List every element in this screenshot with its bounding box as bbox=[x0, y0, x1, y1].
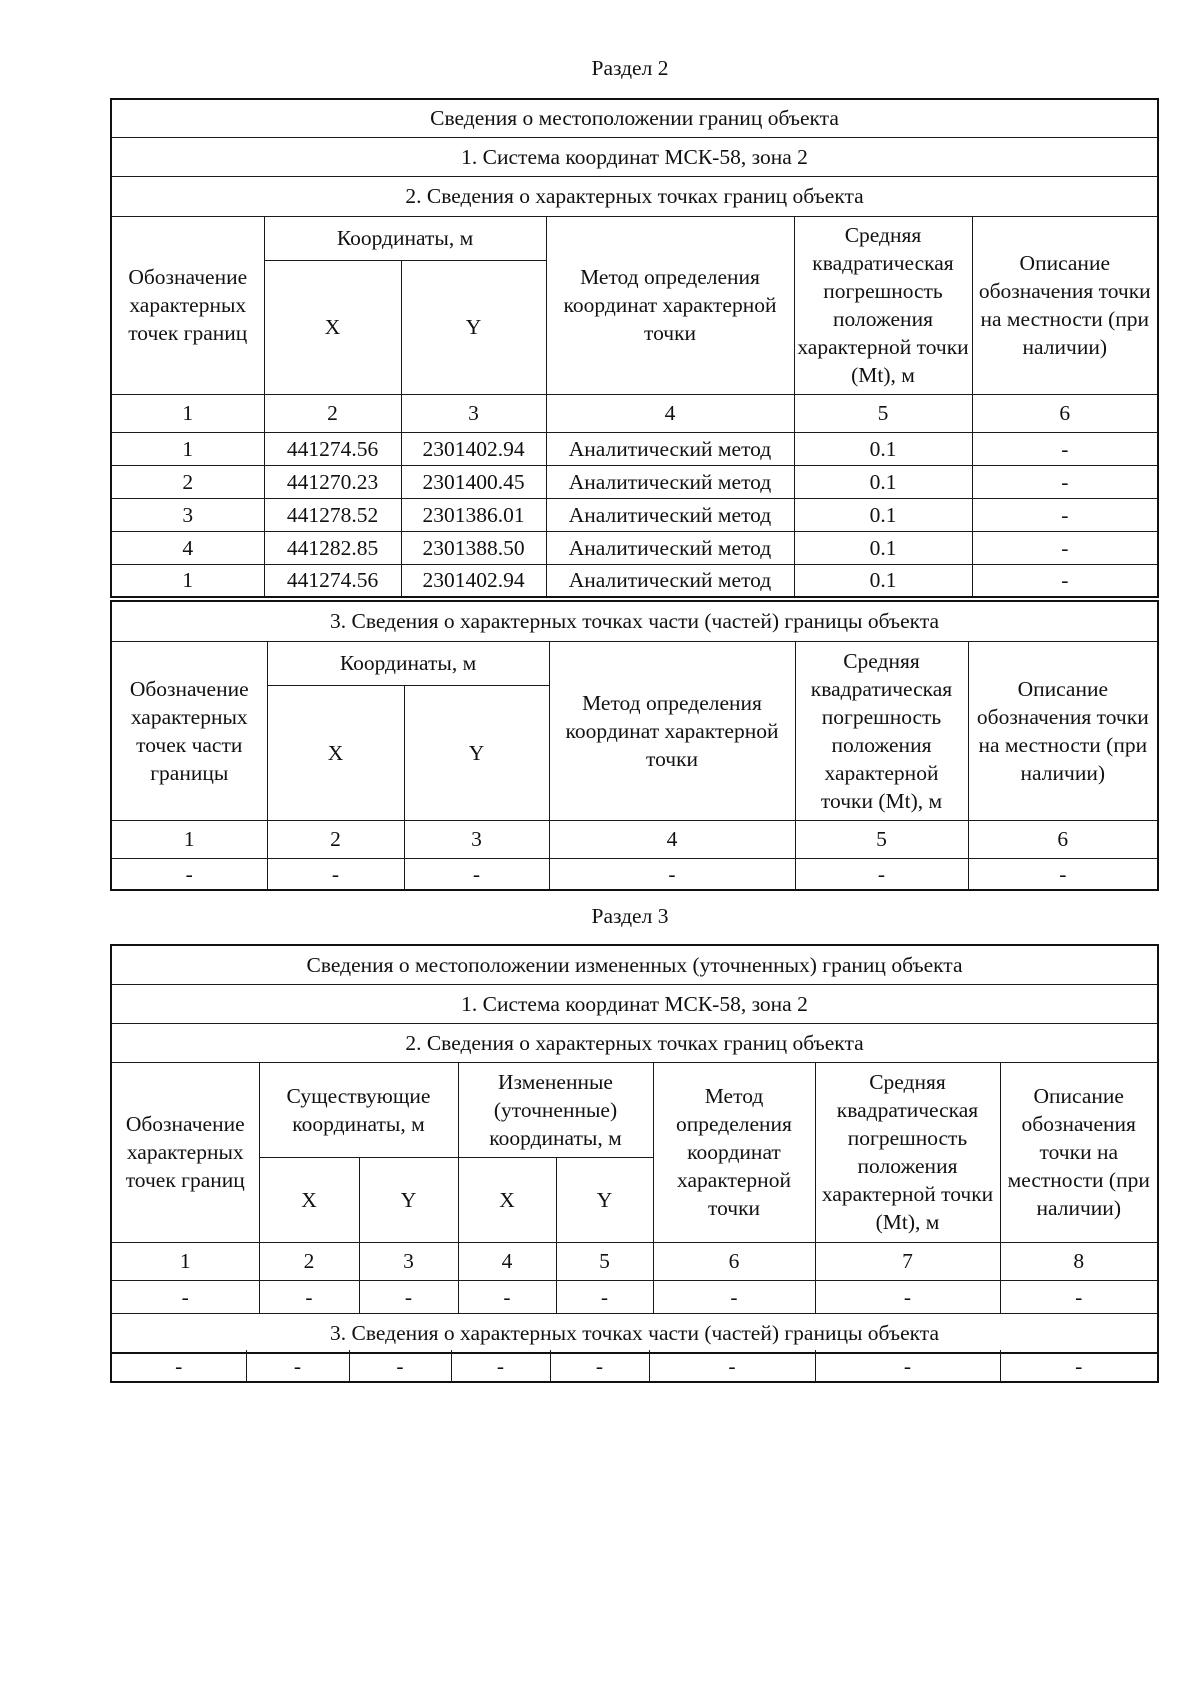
col-number: 2 bbox=[259, 1242, 359, 1280]
col-number: 3 bbox=[359, 1242, 458, 1280]
cell: - bbox=[259, 1280, 359, 1313]
section2-title: Раздел 2 bbox=[591, 56, 669, 80]
section2-part-title: 3. Сведения о характерных точках части (частей) границы объекта bbox=[111, 601, 1158, 641]
col-number: 6 bbox=[653, 1242, 815, 1280]
cell: - bbox=[550, 1350, 649, 1382]
part-col-method: Метод определения координат характерной точки bbox=[549, 641, 795, 820]
cell: - bbox=[359, 1280, 458, 1313]
section2-table bbox=[110, 98, 1159, 598]
table-row bbox=[111, 432, 1158, 465]
coord-x: 441278.52 bbox=[264, 498, 401, 531]
section2-coord-system: 1. Система координат МСК-58, зона 2 bbox=[111, 137, 1158, 176]
cell: - bbox=[968, 858, 1158, 890]
col-number: 1 bbox=[111, 1242, 259, 1280]
col-coords: Координаты, м bbox=[264, 216, 546, 260]
col-number: 3 bbox=[401, 394, 546, 432]
col-method: Метод определения координат характерной точки bbox=[653, 1062, 815, 1242]
table-row bbox=[111, 1350, 1158, 1382]
method: Аналитический метод bbox=[546, 432, 794, 465]
description: - bbox=[972, 498, 1158, 531]
part-col-x: X bbox=[267, 685, 404, 820]
cell: - bbox=[1000, 1280, 1158, 1313]
table-row bbox=[111, 858, 1158, 890]
col-y: Y bbox=[359, 1157, 458, 1242]
point-id: 1 bbox=[111, 432, 264, 465]
error: 0.1 bbox=[794, 498, 972, 531]
col-number: 3 bbox=[404, 820, 549, 858]
method: Аналитический метод bbox=[546, 564, 794, 597]
method: Аналитический метод bbox=[546, 531, 794, 564]
coord-x: 441270.23 bbox=[264, 465, 401, 498]
section3-title: Раздел 3 bbox=[591, 904, 669, 928]
col-number: 6 bbox=[972, 394, 1158, 432]
cell: - bbox=[404, 858, 549, 890]
cell: - bbox=[111, 1350, 246, 1382]
cell: - bbox=[451, 1350, 550, 1382]
col-number: 2 bbox=[267, 820, 404, 858]
cell: - bbox=[458, 1280, 556, 1313]
col-designation: Обозначение характерных точек границ bbox=[111, 1062, 259, 1242]
error: 0.1 bbox=[794, 531, 972, 564]
point-id: 1 bbox=[111, 564, 264, 597]
point-id: 3 bbox=[111, 498, 264, 531]
method: Аналитический метод bbox=[546, 498, 794, 531]
section3-table bbox=[110, 944, 1159, 1354]
col-number: 5 bbox=[556, 1242, 653, 1280]
description: - bbox=[972, 531, 1158, 564]
coord-x: 441274.56 bbox=[264, 432, 401, 465]
section2-part-table bbox=[110, 600, 1159, 891]
cell: - bbox=[1000, 1350, 1158, 1382]
cell: - bbox=[111, 858, 267, 890]
col-number: 1 bbox=[111, 820, 267, 858]
section2-header: Сведения о местоположении границ объекта bbox=[111, 99, 1158, 137]
description: - bbox=[972, 465, 1158, 498]
col-number: 5 bbox=[795, 820, 968, 858]
error: 0.1 bbox=[794, 432, 972, 465]
section3-coord-system: 1. Система координат МСК-58, зона 2 bbox=[111, 984, 1158, 1023]
col-x: X bbox=[264, 260, 401, 394]
point-id: 2 bbox=[111, 465, 264, 498]
error: 0.1 bbox=[794, 465, 972, 498]
error: 0.1 bbox=[794, 564, 972, 597]
col-error: Средняя квадратическая погрешность положения характерной точки (Mt), м bbox=[794, 216, 972, 394]
coord-x: 441282.85 bbox=[264, 531, 401, 564]
coord-y: 2301388.50 bbox=[401, 531, 546, 564]
cell: - bbox=[815, 1280, 1000, 1313]
cell: - bbox=[549, 858, 795, 890]
part-col-description: Описание обозначения точки на местности (при наличии) bbox=[968, 641, 1158, 820]
coord-x: 441274.56 bbox=[264, 564, 401, 597]
col-number: 4 bbox=[549, 820, 795, 858]
section3-points-title: 2. Сведения о характерных точках границ объекта bbox=[111, 1023, 1158, 1062]
cell: - bbox=[653, 1280, 815, 1313]
description: - bbox=[972, 432, 1158, 465]
part-col-error: Средняя квадратическая погрешность положения характерной точки (Mt), м bbox=[795, 641, 968, 820]
section2-points-title: 2. Сведения о характерных точках границ объекта bbox=[111, 176, 1158, 216]
col-existing-coords: Существующие координаты, м bbox=[259, 1062, 458, 1157]
col-y: Y bbox=[401, 260, 546, 394]
table-row bbox=[111, 498, 1158, 531]
cell: - bbox=[815, 1350, 1000, 1382]
col-designation: Обозначение характерных точек границ bbox=[111, 216, 264, 394]
part-col-coords: Координаты, м bbox=[267, 641, 549, 685]
col-y2: Y bbox=[556, 1157, 653, 1242]
col-number: 8 bbox=[1000, 1242, 1158, 1280]
col-changed-coords: Измененные (уточненные) координаты, м bbox=[458, 1062, 653, 1157]
col-x: X bbox=[259, 1157, 359, 1242]
col-number: 6 bbox=[968, 820, 1158, 858]
cell: - bbox=[649, 1350, 815, 1382]
coord-y: 2301400.45 bbox=[401, 465, 546, 498]
col-number: 4 bbox=[458, 1242, 556, 1280]
section3-part-title: 3. Сведения о характерных точках части (частей) границы объекта bbox=[111, 1313, 1158, 1353]
cell: - bbox=[556, 1280, 653, 1313]
part-col-designation: Обозначение характерных точек части границы bbox=[111, 641, 267, 820]
section3-part-table bbox=[110, 1350, 1159, 1383]
col-number: 2 bbox=[264, 394, 401, 432]
table-row bbox=[111, 465, 1158, 498]
method: Аналитический метод bbox=[546, 465, 794, 498]
coord-y: 2301402.94 bbox=[401, 432, 546, 465]
table-row bbox=[111, 1280, 1158, 1313]
point-id: 4 bbox=[111, 531, 264, 564]
coord-y: 2301402.94 bbox=[401, 564, 546, 597]
col-description: Описание обозначения точки на местности (при наличии) bbox=[1000, 1062, 1158, 1242]
col-number: 7 bbox=[815, 1242, 1000, 1280]
col-method: Метод определения координат характерной точки bbox=[546, 216, 794, 394]
table-row bbox=[111, 531, 1158, 564]
part-col-y: Y bbox=[404, 685, 549, 820]
cell: - bbox=[267, 858, 404, 890]
col-error: Средняя квадратическая погрешность положения характерной точки (Mt), м bbox=[815, 1062, 1000, 1242]
cell: - bbox=[246, 1350, 349, 1382]
col-number: 5 bbox=[794, 394, 972, 432]
cell: - bbox=[111, 1280, 259, 1313]
cell: - bbox=[795, 858, 968, 890]
coord-y: 2301386.01 bbox=[401, 498, 546, 531]
section3-header: Сведения о местоположении измененных (уточненных) границ объекта bbox=[111, 945, 1158, 984]
col-number: 4 bbox=[546, 394, 794, 432]
description: - bbox=[972, 564, 1158, 597]
col-number: 1 bbox=[111, 394, 264, 432]
table-row bbox=[111, 564, 1158, 597]
col-description: Описание обозначения точки на местности (при наличии) bbox=[972, 216, 1158, 394]
cell: - bbox=[349, 1350, 451, 1382]
col-x2: X bbox=[458, 1157, 556, 1242]
